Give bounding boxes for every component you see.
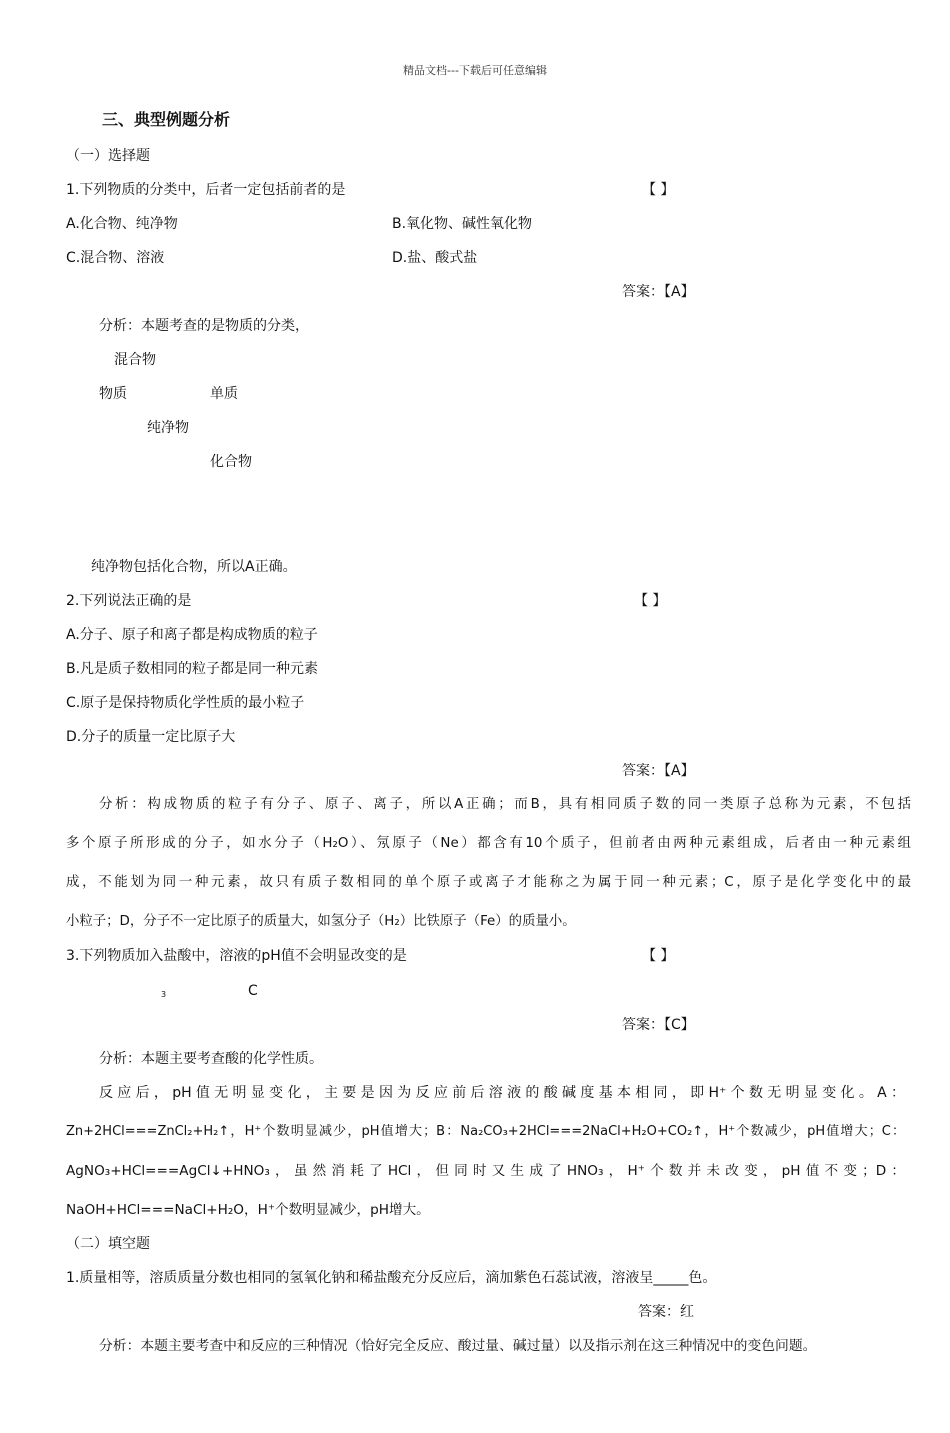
q3-explanation-line-2: Zn+2HCl===ZnCl₂+H₂↑，H⁺个数明显减少，pH值增大；B：Na₂CO₃+2HCl===2NaCl+H₂O+CO₂↑，H⁺个数减少，pH值增大；C： [66, 1124, 905, 1139]
q1-answer: 答案：【A】 [622, 284, 695, 300]
f1-analysis: 分析：本题主要考查中和反应的三种情况（恰好完全反应、酸过量、碱过量）以及指示剂在这三种情况中的变色问题。 [99, 1338, 817, 1354]
q2-option-b: B.凡是质子数相同的粒子都是同一种元素 [66, 661, 319, 677]
q2-option-a: A.分子、原子和离子都是构成物质的粒子 [66, 627, 318, 643]
tree-compound: 化合物 [210, 454, 252, 470]
q2-answer-bracket: 【 】 [634, 593, 667, 609]
q3-option-fragment-c: C [248, 983, 258, 999]
q2-analysis-line-2: 多个原子所形成的分子，如水分子（H₂O）、氖原子（Ne）都含有10个质子，但前者由两种元素组成，后者由一种元素组 [66, 836, 911, 851]
q1-answer-bracket: 【 】 [642, 182, 675, 198]
q1-option-b: B.氧化物、碱性氧化物 [392, 216, 533, 232]
q1-option-c: C.混合物、溶液 [66, 250, 165, 266]
q1-analysis: 分析：本题考查的是物质的分类， [99, 318, 309, 334]
q3-answer: 答案：【C】 [622, 1017, 695, 1033]
q3-explanation-line-3: AgNO₃+HCl===AgCl↓+HNO₃，虽然消耗了HCl，但同时又生成了HNO₃，H⁺个数并未改变，pH值不变；D： [66, 1163, 905, 1179]
q3-answer-bracket: 【 】 [642, 948, 675, 964]
tree-mixture: 混合物 [114, 352, 156, 368]
q2-option-c: C.原子是保持物质化学性质的最小粒子 [66, 695, 305, 711]
f1-stem: 1.质量相等，溶质质量分数也相同的氢氧化钠和稀盐酸充分反应后，滴加紫色石蕊试液，溶液呈_____色。 [66, 1270, 717, 1286]
fill-section-title: （二）填空题 [66, 1236, 150, 1252]
q2-analysis-line-1: 分析：构成物质的粒子有分子、原子、离子，所以A正确；而B，具有相同质子数的同一类原子总称为元素，不包括 [99, 797, 911, 812]
q1-option-a: A.化合物、纯净物 [66, 216, 178, 232]
q1-stem: 1.下列物质的分类中，后者一定包括前者的是 [66, 182, 346, 198]
tree-matter: 物质 [99, 386, 127, 402]
q3-explanation-line-1: 反应后，pH值无明显变化，主要是因为反应前后溶液的酸碱度基本相同，即H⁺个数无明显变化。A： [99, 1085, 905, 1101]
q2-answer: 答案：【A】 [622, 763, 695, 779]
q2-option-d: D.分子的质量一定比原子大 [66, 729, 236, 745]
page-header: 精品文档---下载后可任意编辑 [403, 64, 547, 77]
q2-analysis-line-4: 小粒子；D，分子不一定比原子的质量大，如氢分子（H₂）比铁原子（Fe）的质量小。 [66, 914, 576, 929]
q3-explanation-line-4: NaOH+HCl===NaCl+H₂O，H⁺个数明显减少，pH增大。 [66, 1202, 430, 1218]
q3-analysis: 分析：本题主要考查酸的化学性质。 [99, 1051, 323, 1067]
q3-stem: 3.下列物质加入盐酸中，溶液的pH值不会明显改变的是 [66, 948, 407, 964]
tree-pure-substance: 纯净物 [147, 420, 189, 436]
q1-conclusion: 纯净物包括化合物，所以A正确。 [91, 559, 297, 575]
section-title: 三、典型例题分析 [102, 110, 231, 129]
q2-analysis-line-3: 成，不能划为同一种元素，故只有质子数相同的单个原子或离子才能称之为属于同一种元素；C，原子是化学变化中的最 [66, 875, 911, 890]
choice-section-title: （一）选择题 [66, 148, 150, 164]
q3-option-fragment-3: 3 [161, 990, 167, 999]
q2-stem: 2.下列说法正确的是 [66, 593, 192, 609]
tree-element: 单质 [210, 386, 238, 402]
q1-option-d: D.盐、酸式盐 [392, 250, 478, 266]
f1-answer: 答案：红 [638, 1304, 694, 1320]
